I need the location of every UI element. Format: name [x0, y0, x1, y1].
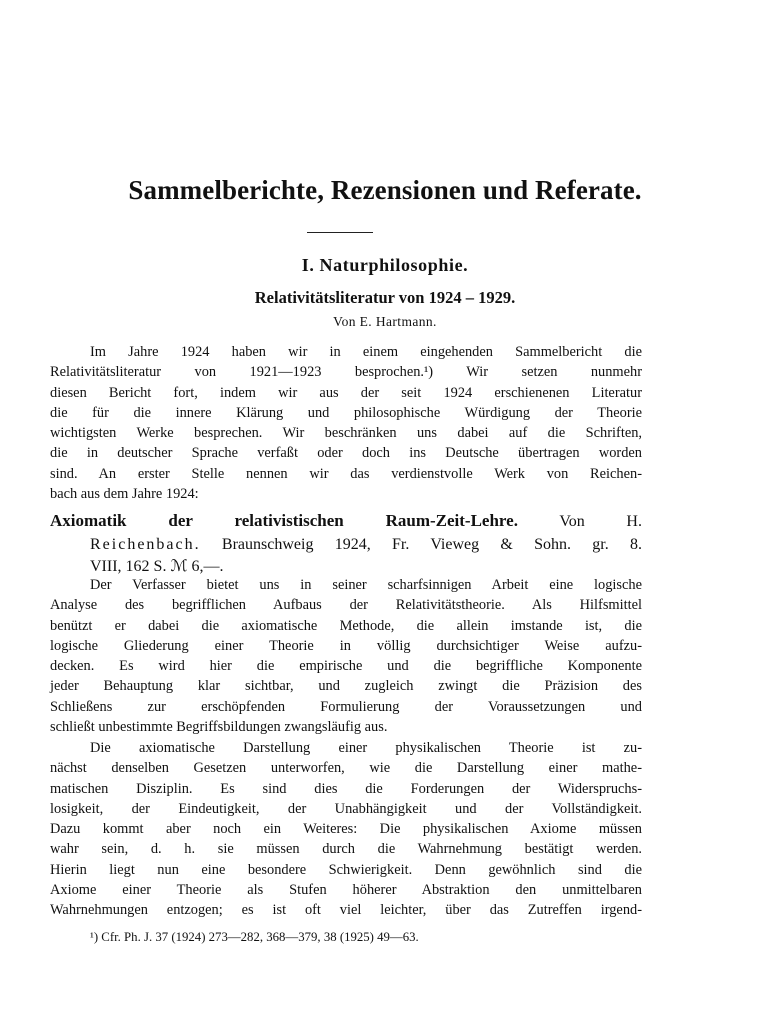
text-line: die für die innere Klärung und philosophische Würdigung der Theorie — [50, 404, 642, 421]
text-line: Axiome einer Theorie als Stufen höherer Abstraktion den unmittelbaren — [50, 882, 642, 899]
text-line: benützt er dabei die axiomatische Methode, die allein imstande ist, die — [50, 617, 642, 634]
review-title: Relativitätsliteratur von 1924 – 1929. — [254, 288, 516, 307]
text-line: Im Jahre 1924 haben wir in einem eingehenden Sammelbericht die — [90, 344, 642, 360]
text-line: bach aus dem Jahre 1924: — [50, 486, 199, 503]
text-line: sind. An erster Stelle nennen wir das verdienstvolle Werk von Reichen- — [50, 465, 642, 482]
text-line: Der Verfasser bietet uns in seiner scharfsinnigen Arbeit eine logische — [90, 577, 642, 593]
book-price-line: VIII, 162 S. ℳ 6,—. — [90, 558, 224, 575]
title-divider — [307, 232, 373, 233]
text-line: jeder Behauptung klar sichtbar, und zugleich zwingt die Präzision des — [50, 678, 642, 695]
book-title: Axiomatik der relativistischen Raum-Zeit-Lehre. — [50, 511, 518, 530]
author-line: Von E. Hartmann. — [333, 314, 437, 329]
book-entry — [50, 510, 642, 579]
text-line: schließt unbestimmte Begriffsbildungen zwangsläufig aus. — [50, 719, 388, 736]
text-line: Hierin liegt nun eine besondere Schwierigkeit. Denn gewöhnlich sind die — [50, 861, 642, 878]
text-line: Die axiomatische Darstellung einer physikalischen Theorie ist zu- — [90, 740, 642, 756]
text-line: decken. Es wird hier die empirische und die begriffliche Komponente — [50, 658, 642, 675]
review-paragraph-1 — [50, 575, 642, 737]
book-publication: Braunschweig 1924, Fr. Vieweg & Sohn. gr. 8. — [221, 535, 643, 553]
text-line: Wahrnehmungen entzogen; es ist oft viel leichter, über das Zutreffen irgend- — [50, 902, 642, 919]
text-line: Dazu kommt aber noch ein Weiteres: Die physikalischen Axiome müssen — [50, 821, 642, 838]
text-line: Analyse des begrifflichen Aufbaus der Relativitätstheorie. Als Hilfsmittel — [50, 597, 642, 614]
main-title: Sammelberichte, Rezensionen und Referate. — [128, 175, 642, 205]
text-line: wichtigsten Werke besprechen. Wir beschränken uns dabei auf die Schriften, — [50, 425, 642, 442]
text-line: die in deutscher Sprache verfaßt oder doch ins Deutsche übertragen worden — [50, 445, 642, 462]
review-paragraph-2 — [50, 738, 642, 921]
book-by-prefix: Von H. — [559, 513, 642, 530]
section-heading: I. Naturphilosophie. — [301, 255, 469, 275]
text-line: diesen Bericht fort, indem wir aus der seit 1924 erschienenen Literatur — [50, 384, 642, 401]
text-line: wahr sein, d. h. sie müssen durch die Wahrnehmung bestätigt werden. — [50, 841, 642, 858]
text-line: losigkeit, der Eindeutigkeit, der Unabhängigkeit und der Vollständigkeit. — [50, 800, 642, 817]
book-entry-line — [50, 510, 642, 534]
book-author: Reichenbach. — [90, 535, 201, 553]
text-line: logische Gliederung einer Theorie in völlig durchsichtiger Weise aufzu- — [50, 637, 642, 654]
text-line: Schließens zur erschöpfenden Formulierung der Voraussetzungen und — [50, 698, 642, 715]
book-entry-line — [50, 534, 642, 557]
text-line: matischen Disziplin. Es sind dies die Forderungen der Widerspruchs- — [50, 780, 642, 797]
intro-paragraph — [50, 342, 642, 504]
footnote: ¹) Cfr. Ph. J. 37 (1924) 273—282, 368—379, 38 (1925) 49—63. — [90, 930, 419, 944]
text-line: nächst denselben Gesetzen unterworfen, wie die Darstellung einer mathe- — [50, 760, 642, 777]
text-line: Relativitätsliteratur von 1921—1923 besprochen.¹) Wir setzen nunmehr — [50, 364, 642, 381]
